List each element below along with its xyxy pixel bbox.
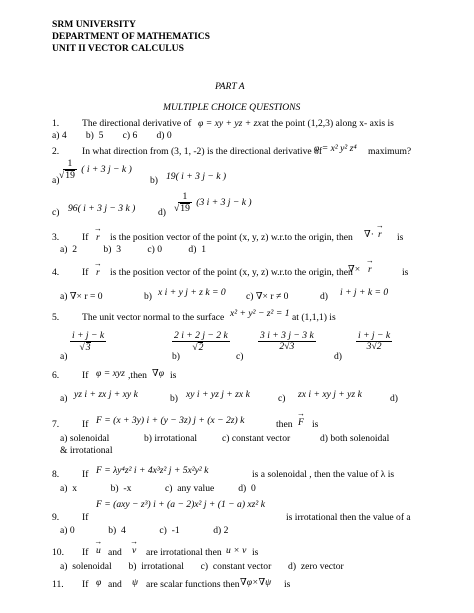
q2-option-c-label: c) bbox=[52, 207, 60, 218]
q2-d-frac-den: √ 19 bbox=[180, 203, 190, 214]
q6-post: is bbox=[170, 370, 177, 381]
q7-option-c: c) constant vector bbox=[222, 433, 291, 444]
department-name: DEPARTMENT OF MATHEMATICS bbox=[52, 31, 210, 42]
q10-number: 10. bbox=[52, 547, 64, 558]
q9-number: 9. bbox=[52, 512, 60, 523]
q6-option-a-expr: yz i + zx j + xy k bbox=[74, 389, 138, 400]
q8-expression: F = λy⁴z² i + 4x³z² j + 5x²y² k bbox=[96, 465, 209, 476]
q10-and: and bbox=[108, 547, 122, 558]
q5-a-den: √ 3 bbox=[86, 342, 91, 353]
q4-operator: ∇× bbox=[348, 264, 361, 275]
q4-number: 4. bbox=[52, 267, 60, 278]
q5-option-c-label: c) bbox=[236, 351, 244, 362]
q2-frac-num: 1 bbox=[63, 159, 77, 170]
q7-mid: then bbox=[276, 419, 293, 430]
q6-pre: If bbox=[82, 370, 89, 381]
q5-d-num: i + j − k bbox=[358, 330, 391, 341]
q5-c-num: 3 i + 3 j − 3 k bbox=[260, 330, 314, 341]
q6-option-d-label: d) bbox=[390, 393, 398, 404]
q5-tail: at (1,1,1) is bbox=[292, 312, 336, 323]
q11-and: and bbox=[108, 579, 122, 590]
q4-option-b-expr: x i + y j + z k = 0 bbox=[158, 287, 226, 298]
q5-c-den: 2√3 bbox=[279, 340, 295, 352]
q6-grad: ∇φ bbox=[152, 368, 165, 379]
q4-post: is bbox=[402, 267, 409, 278]
q5-a-num: i + j − k bbox=[72, 330, 105, 341]
unit-title: UNIT II VECTOR CALCULUS bbox=[52, 43, 184, 54]
q2-option-c-expr: 96( i + 3 j − 3 k ) bbox=[68, 203, 136, 214]
q4-option-d-label: d) bbox=[320, 291, 328, 302]
q6-option-b-label: b) bbox=[170, 393, 178, 404]
section-title: MULTIPLE CHOICE QUESTIONS bbox=[163, 102, 301, 113]
q2-d-frac-num: 1 bbox=[178, 192, 192, 203]
q2-option-b-label: b) bbox=[150, 175, 158, 186]
q5-b-den: √ 2 bbox=[198, 342, 203, 353]
q5-number: 5. bbox=[52, 312, 60, 323]
q2-frac-den: √ 19 bbox=[65, 170, 75, 181]
q9-pre: If bbox=[82, 512, 89, 523]
q3-text: is the position vector of the point (x, y, z) w.r.to the origin, then bbox=[110, 232, 353, 243]
q2-option-a bbox=[63, 159, 132, 180]
q1-tail: at the point (1,2,3) along x- axis is bbox=[262, 118, 394, 129]
q6-mid: ,then bbox=[128, 370, 147, 381]
q7-pre: If bbox=[82, 419, 89, 430]
q4-option-d-expr: i + j + k = 0 bbox=[340, 287, 389, 298]
q9-tail: is irrotational then the value of a bbox=[286, 512, 411, 523]
q7-number: 7. bbox=[52, 419, 60, 430]
q4-r-vector: → r bbox=[96, 268, 100, 278]
q8-options: a) x b) -x c) any value d) 0 bbox=[60, 483, 256, 494]
q2-tail: maximum? bbox=[368, 146, 412, 157]
q3-op-r: → r bbox=[378, 230, 382, 240]
q2-text: In what direction from (3, 1, -2) is the directional derivative of bbox=[82, 146, 323, 157]
q5-option-a-label: a) bbox=[60, 351, 68, 362]
q7-option-b: b) irrotational bbox=[144, 433, 198, 444]
q4-option-b-label: b) bbox=[144, 291, 152, 302]
q4-option-a: a) ∇× r = 0 bbox=[60, 291, 103, 302]
q1-number: 1. bbox=[52, 118, 60, 129]
q6-option-a-label: a) bbox=[60, 393, 68, 404]
q4-pre: If bbox=[82, 267, 89, 278]
q8-tail: is a solenoidal , then the value of λ is bbox=[252, 469, 395, 480]
q2-option-a-expr: ( i + 3 j − k ) bbox=[81, 163, 132, 175]
q2-option-d-label: d) bbox=[158, 207, 166, 218]
part-title: PART A bbox=[215, 81, 245, 92]
q1-expression: φ = xy + yz + zx bbox=[198, 118, 262, 129]
q11-number: 11. bbox=[52, 579, 64, 590]
q11-expression: ∇φ×∇ψ bbox=[240, 577, 272, 588]
q5-b-num: 2 i + 2 j − 2 k bbox=[174, 330, 228, 341]
university-name: SRM UNIVERSITY bbox=[52, 19, 136, 30]
q4-text: is the position vector of the point (x, y, z) w.r.to the origin, then bbox=[110, 267, 353, 278]
q7-expression: F = (x + 3y) i + (y − 3z) j + (x − 2z) k bbox=[96, 415, 245, 426]
q5-d-den: 3√2 bbox=[366, 340, 382, 352]
q10-v: → v bbox=[132, 546, 136, 556]
q5-option-b-label: b) bbox=[172, 351, 180, 362]
q5-option-d-label: d) bbox=[334, 351, 342, 362]
q8-pre: If bbox=[82, 469, 89, 480]
q4-option-c: c) ∇× r ≠ 0 bbox=[246, 291, 289, 302]
q10-options: a) solenoidal b) irrotational c) constant vector d) zero vector bbox=[60, 561, 344, 572]
q1-options: a) 4 b) 5 c) 6 d) 0 bbox=[52, 130, 172, 141]
q7-option-a: a) solenoidal bbox=[60, 433, 110, 444]
q7-F: → F bbox=[298, 418, 304, 428]
q10-pre: If bbox=[82, 547, 89, 558]
q11-post: is bbox=[284, 579, 291, 590]
q11-mid: are scalar functions then bbox=[146, 579, 240, 590]
q8-number: 8. bbox=[52, 469, 60, 480]
q3-pre: If bbox=[82, 232, 89, 243]
q10-mid: are irrotational then bbox=[146, 547, 222, 558]
q6-number: 6. bbox=[52, 370, 60, 381]
q7-option-d-cont: & irrotational bbox=[60, 445, 113, 456]
q2-expression: φ = x² y² z⁴ bbox=[314, 143, 357, 154]
q2-option-b-expr: 19( i + 3 j − k ) bbox=[166, 171, 227, 182]
q6-expression: φ = xyz bbox=[96, 368, 125, 379]
q11-psi: ψ bbox=[132, 577, 138, 588]
q10-post: is bbox=[252, 547, 259, 558]
q3-number: 3. bbox=[52, 232, 60, 243]
q10-u: → u bbox=[96, 546, 101, 556]
q11-pre: If bbox=[82, 579, 89, 590]
q9-options: a) 0 b) 4 c) -1 d) 2 bbox=[60, 525, 229, 536]
q2-option-d bbox=[178, 192, 252, 213]
q10-expression: u × v bbox=[226, 545, 247, 556]
q6-option-c-label: c) bbox=[278, 393, 286, 404]
q5-text: The unit vector normal to the surface bbox=[82, 312, 225, 323]
q2-number: 2. bbox=[52, 146, 60, 157]
q3-post: is bbox=[397, 232, 404, 243]
q9-expression: F = (axy − z³) i + (a − 2)x² j + (1 − a) xz² k bbox=[96, 499, 265, 510]
q1-text: The directional derivative of bbox=[82, 118, 192, 129]
q5-expression: x² + y² − z² = 1 bbox=[230, 308, 290, 319]
q2-option-a-label: a) bbox=[52, 175, 60, 186]
q11-phi: φ bbox=[96, 577, 102, 588]
q2-option-d-expr: (3 i + 3 j − k ) bbox=[196, 196, 252, 208]
q3-operator: ∇· bbox=[364, 229, 374, 240]
q3-options: a) 2 b) 3 c) 0 d) 1 bbox=[60, 244, 207, 255]
q3-r-vector: → r bbox=[96, 233, 100, 243]
q6-option-c-expr: zx i + xy j + yz k bbox=[298, 389, 362, 400]
q6-option-b-expr: xy i + yz j + zx k bbox=[186, 389, 250, 400]
q7-post: is bbox=[312, 419, 319, 430]
q4-op-r: → r bbox=[368, 265, 372, 275]
q7-option-d: d) both solenoidal bbox=[320, 433, 390, 444]
